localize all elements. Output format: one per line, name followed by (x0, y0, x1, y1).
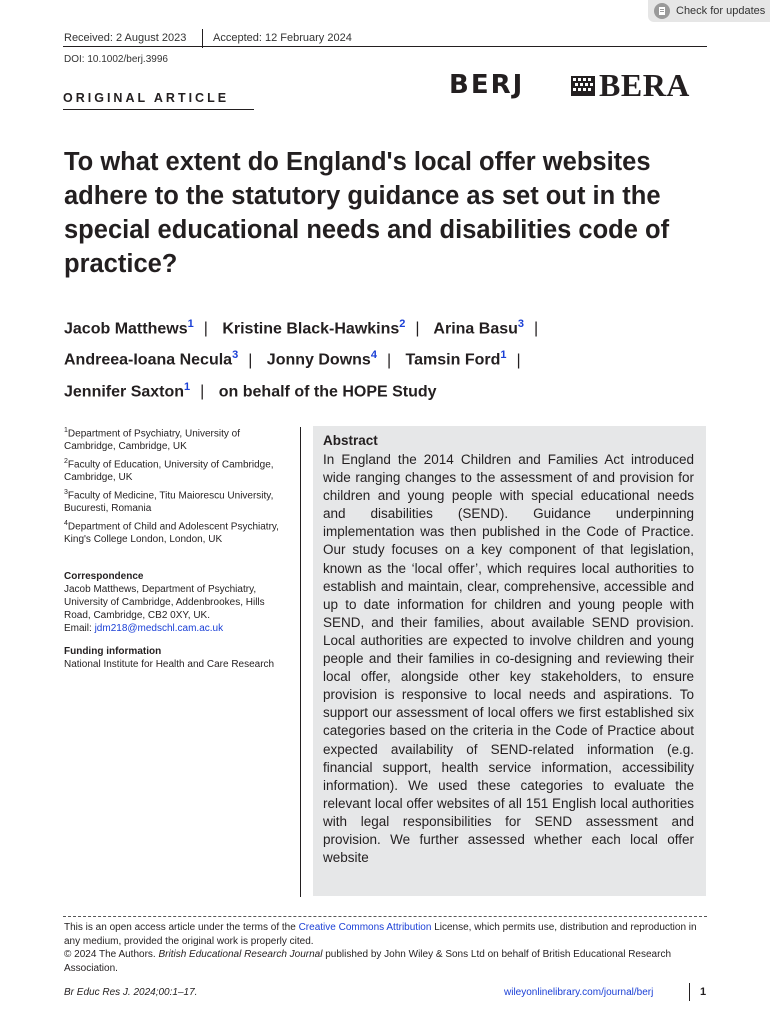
affiliation-marker: 1 (500, 349, 507, 362)
license-note (64, 921, 708, 975)
license-text-cont: License, which permits use, distribution and reproduction in any medium, provided the original work is properly cited. (64, 922, 697, 947)
affiliation-marker: 2 (399, 318, 406, 330)
affiliation-2 (64, 455, 288, 484)
citation: Br Educ Res J. 2024;00:1–17. (64, 987, 198, 998)
correspondence (64, 570, 288, 635)
article-type-underline (63, 109, 254, 110)
affiliation-text: Department of Psychiatry, University of Cambridge, Cambridge, UK (64, 428, 241, 453)
bera-emblem-icon (571, 76, 595, 96)
copyright-journal: British Educational Research Journal (158, 949, 323, 960)
affiliation-number: 4 (64, 520, 68, 527)
correspondence-text: Jacob Matthews, Department of Psychiatry, University of Cambridge, Addenbrookes, Hills Road, Cambridge, CB2 0XY, UK. (64, 584, 265, 621)
affiliation-marker: 1 (187, 318, 194, 330)
author-list: Jacob Matthews$^1$ | Kristine Black-Hawkins$^2$ | Arina Basu$^3$ | Andreea-Ioana Necula$^3$ | Jonny Downs$^4$ | Tamsin Ford$^1$ | Jennifer Saxton$^1$ | on behalf of the HOPE Study (64, 318, 539, 400)
abstract-rule (300, 427, 301, 897)
journal-url-link[interactable]: wileyonlinelibrary.com/journal/berj (504, 987, 654, 998)
affiliation-number: 3 (64, 489, 68, 496)
affiliation-marker: 4 (370, 349, 377, 362)
accepted-date: Accepted: 12 February 2024 (213, 32, 352, 44)
author-name[interactable]: Andreea-Ioana Necula (64, 351, 233, 369)
affiliation-4 (64, 517, 288, 546)
author-name[interactable]: Tamsin Ford (405, 351, 501, 369)
funding-information (64, 645, 288, 671)
bera-logo: BERA (599, 67, 690, 103)
header-rule (63, 46, 707, 47)
affiliation-number: 1 (64, 427, 68, 434)
doi: DOI: 10.1002/berj.3996 (64, 54, 168, 65)
affiliation-text: Faculty of Education, University of Cambridge, Cambridge, UK (64, 459, 274, 484)
page-number: 1 (700, 986, 707, 998)
author-name[interactable]: Jonny Downs (266, 351, 371, 369)
check-for-updates-button[interactable] (648, 0, 770, 22)
affiliation-marker: 3 (232, 349, 239, 362)
received-date: Received: 2 August 2023 (64, 32, 187, 44)
funding-heading: Funding information (64, 646, 162, 657)
page-number-separator (689, 983, 690, 1001)
author-name[interactable]: Jacob Matthews (64, 320, 188, 338)
article-title: To what extent do England's local offer websites adhere to the statutory guidance as set out in the special educational needs and disabilities code of practice? (64, 148, 670, 278)
email-label: Email: (64, 623, 92, 634)
affiliation-number: 2 (64, 458, 68, 465)
author-name[interactable]: Kristine Black-Hawkins (222, 320, 400, 338)
footer-divider (63, 916, 707, 917)
author-name[interactable]: Jennifer Saxton (64, 382, 185, 400)
license-link[interactable]: Creative Commons Attribution (298, 922, 432, 933)
check-updates-icon (654, 3, 670, 19)
abstract-heading: Abstract (323, 433, 378, 448)
affiliation-text: Department of Child and Adolescent Psychiatry, King's College London, London, UK (64, 521, 279, 546)
affiliation-text: Faculty of Medicine, Titu Maiorescu University, Bucuresti, Romania (64, 490, 274, 515)
affiliation-3 (64, 486, 288, 515)
author-name[interactable]: Arina Basu (433, 320, 518, 338)
berj-logo: BERJ (449, 70, 525, 100)
affiliation-1 (64, 424, 288, 453)
check-updates-label: Check for updates (676, 5, 766, 17)
affiliation-marker: 3 (517, 318, 525, 330)
on-behalf: on behalf of the HOPE Study (218, 382, 437, 400)
copyright-text: © 2024 The Authors. (64, 949, 156, 960)
license-text: This is an open access article under the terms of the (64, 922, 296, 933)
copyright-text-cont: published by John Wiley & Sons Ltd on behalf of British Educational Research Association. (64, 949, 672, 974)
abstract-text: In England the 2014 Children and Families Act introduced wide ranging changes to the assessment of and provision for children and young people with special educational needs and disabilities (SEND). Guidance underpinning implementation was then published in the Code of Practice. Our study focuses on a key component of that legislation, known as the ‘local offer’, which requires local authorities to establish and maintain, clear, comprehensive, accessible and up to date information for children and young people with SEND, and their families, about available SEND provision. Local authorities are expected to involve children and young people and their families in co-designing and reviewing their local offer, alongside other key stakeholders, to ensure provision is responsive to local needs and aspirations. To support our assessment of local offers we first established six categories based on the criteria in the Code of Practice about expected availability of SEND-related information (e.g. financial support, health service information, accessibility information). We used these categories to evaluate the relevant local offer websites of all 151 English local authorities with legal responsibilities for SEND assessment and provision. We further assessed whether each local offer website (323, 452, 694, 866)
email-link[interactable]: jdm218@medschl.cam.ac.uk (94, 623, 224, 634)
correspondence-heading: Correspondence (64, 571, 144, 582)
article-type: ORIGINAL ARTICLE (63, 91, 230, 105)
funding-text: National Institute for Health and Care Research (64, 659, 275, 670)
affiliation-marker: 1 (184, 380, 191, 393)
